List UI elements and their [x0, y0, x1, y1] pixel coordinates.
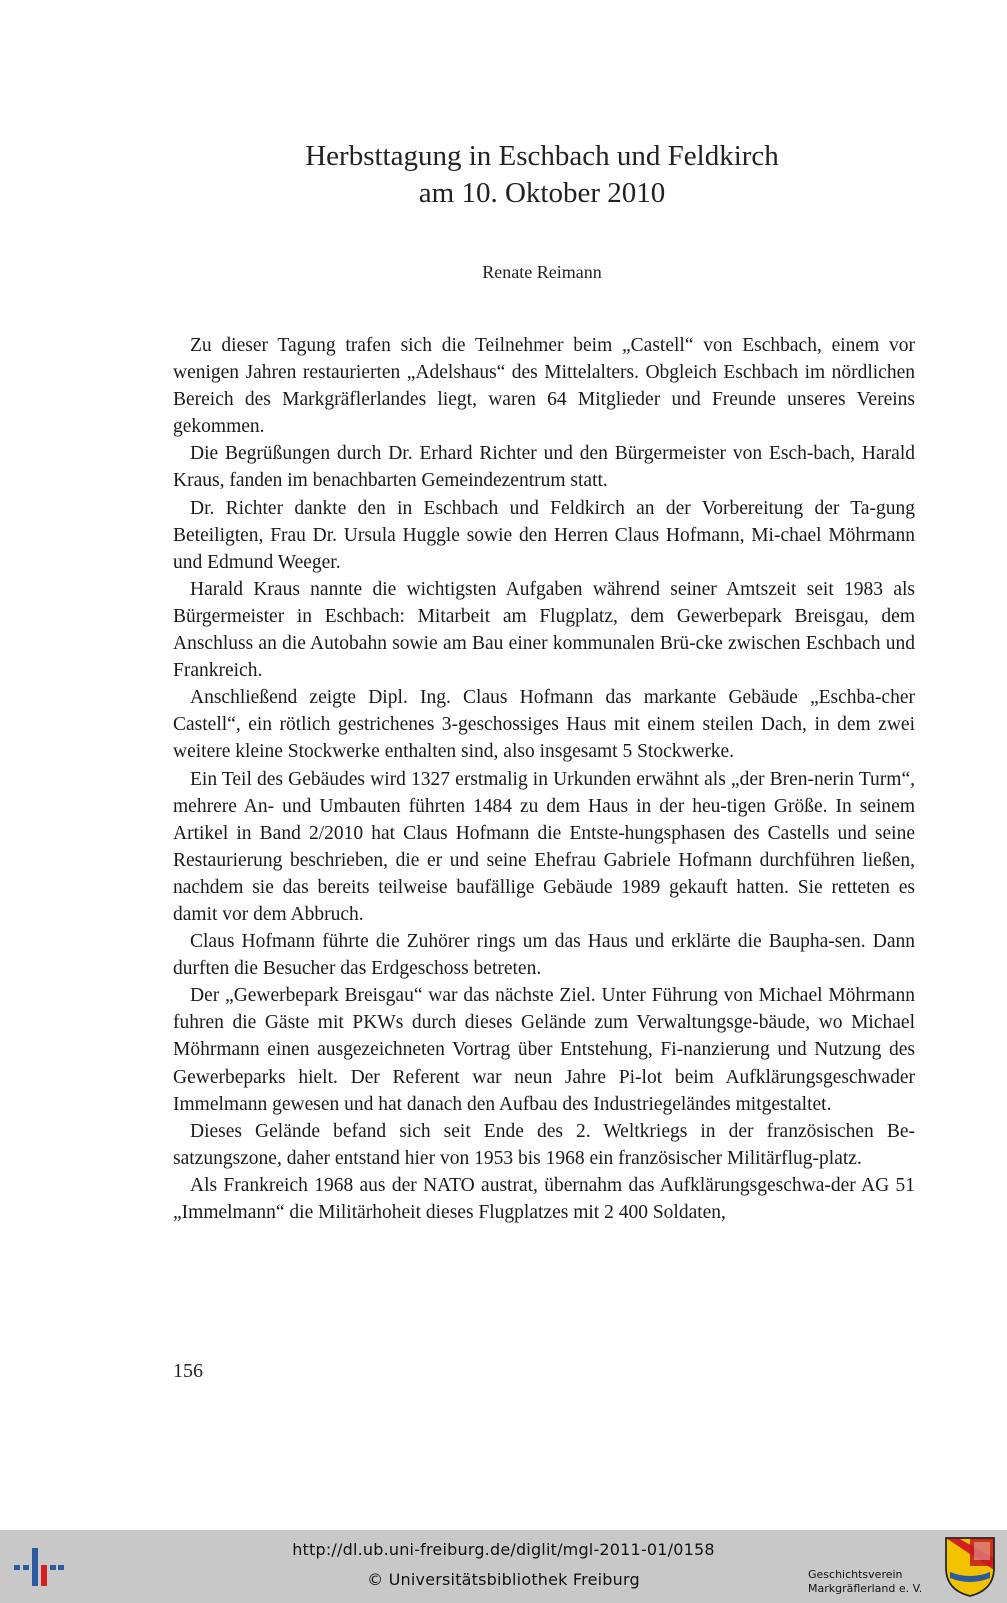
- society-line-2: Markgräflerland e. V.: [808, 1582, 923, 1595]
- paragraph: Als Frankreich 1968 aus der NATO austrat, übernahm das Aufklärungsgeschwa-der AG 51 „Immelmann“ die Militärhoheit dieses Flugplatzes mit 2 400 Soldaten,: [173, 1174, 915, 1223]
- coat-of-arms-icon: [944, 1536, 996, 1598]
- footer-bar: [0, 1530, 1007, 1603]
- article-title: [170, 138, 914, 212]
- paragraph: Zu dieser Tagung trafen sich die Teilnehmer beim „Castell“ von Eschbach, einem vor wenigen Jahren restaurierten „Adelshaus“ des Mittelalters. Obgleich Eschbach im nördlichen Bereich des Markgräflerlandes liegt, waren 64 Mitglieder und Freunde unseres Vereins gekommen.: [173, 335, 915, 438]
- paragraph: Dieses Gelände befand sich seit Ende des 2. Weltkriegs in der französischen Be-satzungszone, daher entstand hier von 1953 bis 1968 ein französischer Militärflug-platz.: [173, 1120, 915, 1169]
- paragraph: Ein Teil des Gebäudes wird 1327 erstmalig in Urkunden erwähnt als „der Bren-nerin Turm“, mehrere An- und Umbauten führten 1484 zu dem Haus in der heu-tigen Größe. In seinem Artikel in Band 2/2010 hat Claus Hofmann die Entste-hungsphasen des Castells und seine Restaurierung beschrieben, die er und seine Ehefrau Gabriele Hofmann durchführen ließen, nachdem sie das bereits teilweise baufällige Gebäude 1989 gekauft hatten. Sie retteten es damit vor dem Abbruch.: [173, 768, 915, 925]
- title-line-1: Herbsttagung in Eschbach und Feldkirch: [305, 140, 779, 172]
- paragraph: Claus Hofmann führte die Zuhörer rings um das Haus und erklärte die Baupha-sen. Dann durften die Besucher das Erdgeschoss betreten.: [173, 931, 915, 980]
- paragraph: Die Begrüßungen durch Dr. Erhard Richter und den Bürgermeister von Esch-bach, Harald Kraus, fanden im benachbarten Gemeindezentrum statt.: [173, 443, 915, 492]
- paragraph: Harald Kraus nannte die wichtigsten Aufgaben während seiner Amtszeit seit 1983 als Bürgermeister in Eschbach: Mitarbeit am Flugplatz, dem Gewerbepark Breisgau, dem Anschluss an die Autobahn sowie am Bau einer kommunalen Brü-cke zwischen Eschbach und Frankreich.: [173, 578, 915, 682]
- article-body: [173, 332, 915, 1226]
- society-name: [808, 1568, 922, 1596]
- page-number: 156: [173, 1360, 203, 1382]
- paragraph: Anschließend zeigte Dipl. Ing. Claus Hofmann das markante Gebäude „Eschba-cher Castell“, ein rötlich gestrichenes 3-geschossiges Haus mit einem steilen Dach, in dem zwei weitere kleine Stockwerke enthalten sind, also insgesamt 5 Stockwerke.: [173, 687, 915, 763]
- footer-copyright: © Universitätsbibliothek Freiburg: [367, 1570, 640, 1589]
- paragraph: Der „Gewerbepark Breisgau“ war das nächste Ziel. Unter Führung von Michael Möhrmann fuhren die Gäste mit PKWs durch dieses Gelände zum Verwaltungsge-bäude, wo Michael Möhrmann einen ausgezeichneten Vortrag über Entstehung, Fi-nanzierung und Nutzung des Gewerbeparks hielt. Der Referent war neun Jahre Pi-lot beim Aufklärungsgeschwader Immelmann gewesen und hat danach den Aufbau des Industriegeländes mitgestaltet.: [173, 985, 915, 1115]
- title-line-2: am 10. Oktober 2010: [418, 177, 666, 209]
- society-line-1: Geschichtsverein: [808, 1568, 903, 1581]
- paragraph: Dr. Richter dankte den in Eschbach und Feldkirch an der Vorbereitung der Ta-gung Beteiligten, Frau Dr. Ursula Huggle sowie den Herren Claus Hofmann, Mi-chael Möhrmann und Edmund Weeger.: [173, 497, 915, 573]
- article-author: Renate Reimann: [482, 262, 602, 282]
- footer-url-link[interactable]: http://dl.ub.uni-freiburg.de/diglit/mgl-2011-01/0158: [292, 1540, 715, 1559]
